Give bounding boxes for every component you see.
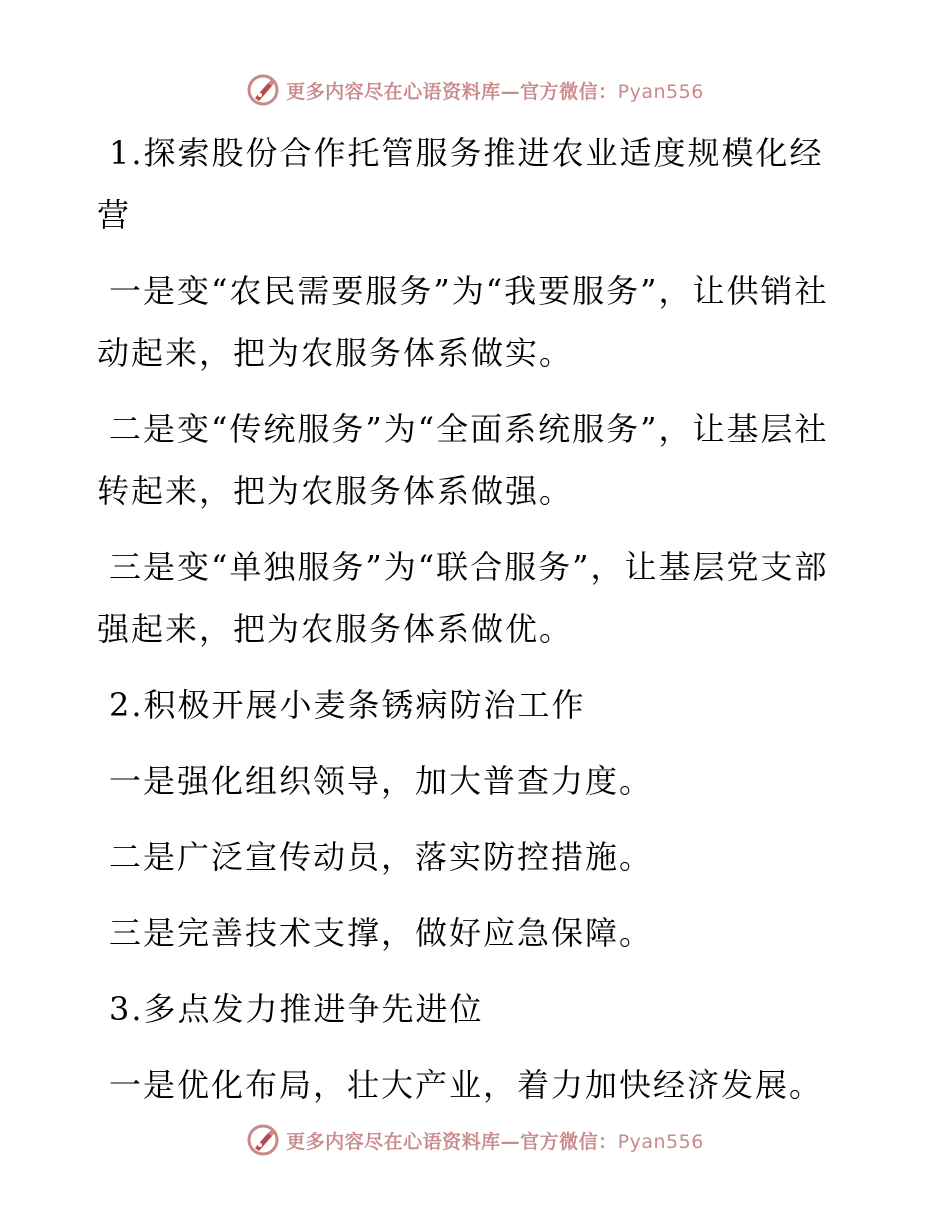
heading-1: 1.探索股份合作托管服务推进农业适度规模化经营 [97, 134, 824, 234]
header-banner [0, 70, 950, 110]
header-banner-label: 更多内容尽在心语资料库—官方微信： [286, 80, 618, 103]
paragraph: 一是变“农民需要服务”为“我要服务”，让供销社动起来，把为农服务体系做实。 [97, 272, 829, 372]
paragraph: 三是变“单独服务”为“联合服务”，让基层党支部强起来，把为农服务体系做优。 [97, 548, 829, 648]
footer-banner [0, 1120, 950, 1160]
footer-banner-text [286, 1127, 704, 1154]
paragraph: 二是广泛宣传动员，落实防控措施。 [109, 838, 654, 876]
pen-nib-logo-icon [246, 73, 280, 107]
pen-nib-logo-icon [246, 1123, 280, 1157]
footer-banner-id: Pyan556 [617, 1130, 704, 1153]
paragraph: 三是完善技术支撑，做好应急保障。 [109, 914, 654, 952]
heading-2: 2.积极开展小麦条锈病防治工作 [109, 686, 586, 724]
header-banner-id: Pyan556 [617, 80, 704, 103]
document-body [97, 122, 837, 1130]
paragraph: 一是优化布局，壮大产业，着力加快经济发展。 [109, 1066, 824, 1104]
header-banner-text [286, 77, 704, 104]
heading-3: 3.多点发力推进争先进位 [109, 990, 484, 1028]
paragraph: 一是强化组织领导，加大普查力度。 [109, 762, 654, 800]
paragraph: 二是变“传统服务”为“全面系统服务”，让基层社转起来，把为农服务体系做强。 [97, 410, 829, 510]
footer-banner-label: 更多内容尽在心语资料库—官方微信： [286, 1130, 618, 1153]
